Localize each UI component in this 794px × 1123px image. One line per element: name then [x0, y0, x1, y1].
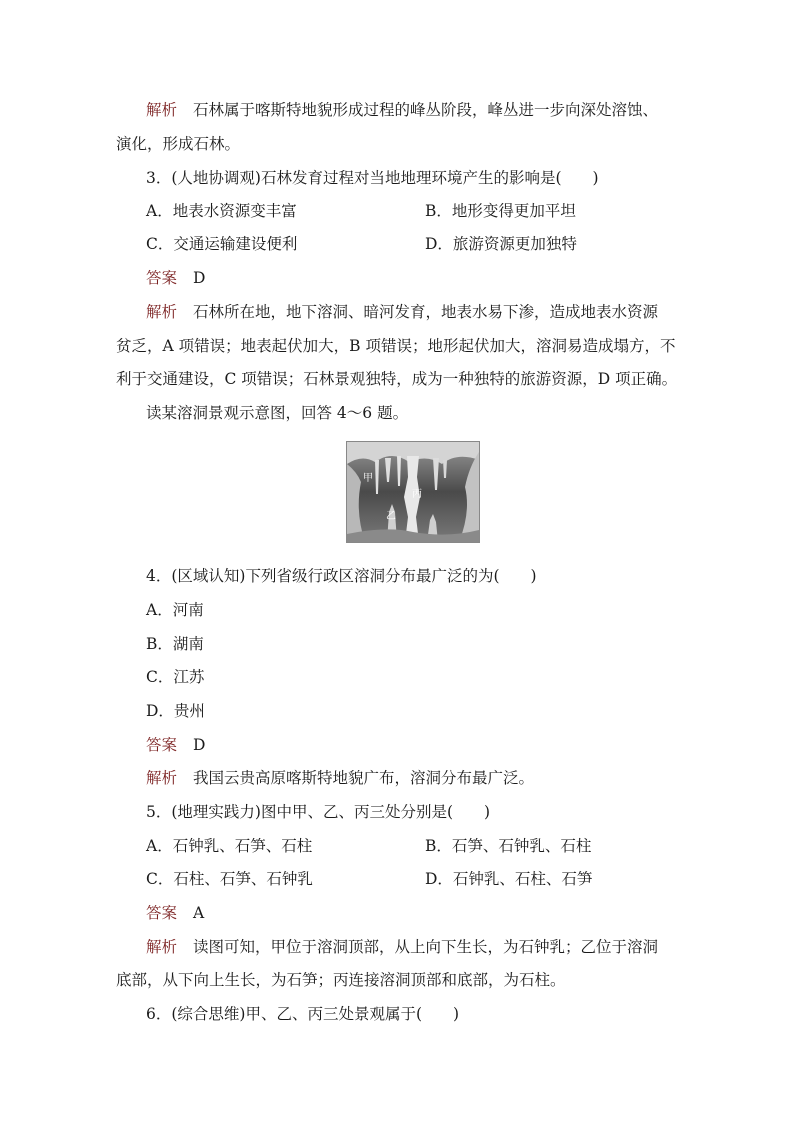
question-3-option-d: D．旅游资源更加独特: [425, 235, 577, 253]
question-5-stem: 5．(地理实践力)图中甲、乙、丙三处分别是( ): [146, 803, 491, 821]
label-jia: 甲: [363, 473, 373, 484]
question-5-analysis: [146, 937, 658, 957]
analysis-tag: 解析: [146, 938, 178, 956]
question-4-analysis: [146, 768, 534, 788]
label-bing: 丙: [412, 489, 422, 500]
analysis-tag: 解析: [146, 769, 178, 787]
answer-tag: 答案: [146, 269, 178, 287]
answer-value: A: [193, 904, 205, 922]
question-3-analysis-cont-1: 贫乏，A 项错误；地表起伏加大，B 项错误；地形起伏加大，溶洞易造成塌方，不: [116, 337, 676, 355]
cave-illustration: [347, 442, 479, 542]
question-4-option-b: B．湖南: [146, 635, 204, 653]
question-5-option-c: C．石柱、石笋、石钟乳: [146, 870, 313, 888]
question-3-option-a: A．地表水资源变丰富: [146, 202, 297, 220]
analysis-tag: 解析: [146, 101, 178, 119]
figure-intro: 读某溶洞景观示意图，回答 4～6 题。: [146, 404, 409, 422]
analysis-text-cont: 演化，形成石林。: [116, 135, 241, 153]
analysis-paragraph-prev: [146, 100, 658, 120]
question-5-option-b: B．石笋、石钟乳、石柱: [425, 837, 592, 855]
question-4-option-c: C．江苏: [146, 668, 205, 686]
answer-tag: 答案: [146, 904, 178, 922]
analysis-text: 石林属于喀斯特地貌形成过程的峰丛阶段，峰丛进一步向深处溶蚀、: [193, 101, 659, 119]
question-4-option-a: A．河南: [146, 601, 204, 619]
answer-value: D: [193, 736, 206, 754]
question-4-option-d: D．贵州: [146, 702, 205, 720]
question-5-analysis-cont: 底部，从下向上生长，为石笋；丙连接溶洞顶部和底部，为石柱。: [116, 971, 566, 989]
question-5-option-d: D．石钟乳、石柱、石笋: [425, 870, 593, 888]
question-4-answer: [146, 735, 205, 755]
question-6-stem: 6．(综合思维)甲、乙、丙三处景观属于( ): [146, 1005, 460, 1023]
answer-tag: 答案: [146, 736, 178, 754]
cave-landscape-figure: [346, 441, 480, 543]
analysis-text: 读图可知，甲位于溶洞顶部，从上向下生长，为石钟乳；乙位于溶洞: [193, 938, 659, 956]
question-3-option-c: C．交通运输建设便利: [146, 235, 298, 253]
analysis-text: 石林所在地，地下溶洞、暗河发育，地表水易下渗，造成地表水资源: [193, 303, 659, 321]
question-4-stem: 4．(区域认知)下列省级行政区溶洞分布最广泛的为( ): [146, 567, 537, 585]
analysis-text: 我国云贵高原喀斯特地貌广布，溶洞分布最广泛。: [193, 769, 535, 787]
question-3-stem: 3．(人地协调观)石林发育过程对当地地理环境产生的影响是( ): [146, 169, 599, 187]
analysis-tag: 解析: [146, 303, 178, 321]
question-5-option-a: A．石钟乳、石笋、石柱: [146, 837, 313, 855]
label-yi: 乙: [386, 511, 396, 522]
question-3-analysis: [146, 302, 658, 322]
answer-value: D: [193, 269, 206, 287]
question-3-analysis-cont-2: 利于交通建设，C 项错误；石林景观独特，成为一种独特的旅游资源，D 项正确。: [116, 370, 678, 388]
question-3-answer: [146, 268, 205, 288]
question-3-option-b: B．地形变得更加平坦: [425, 202, 576, 220]
question-5-answer: [146, 903, 204, 923]
